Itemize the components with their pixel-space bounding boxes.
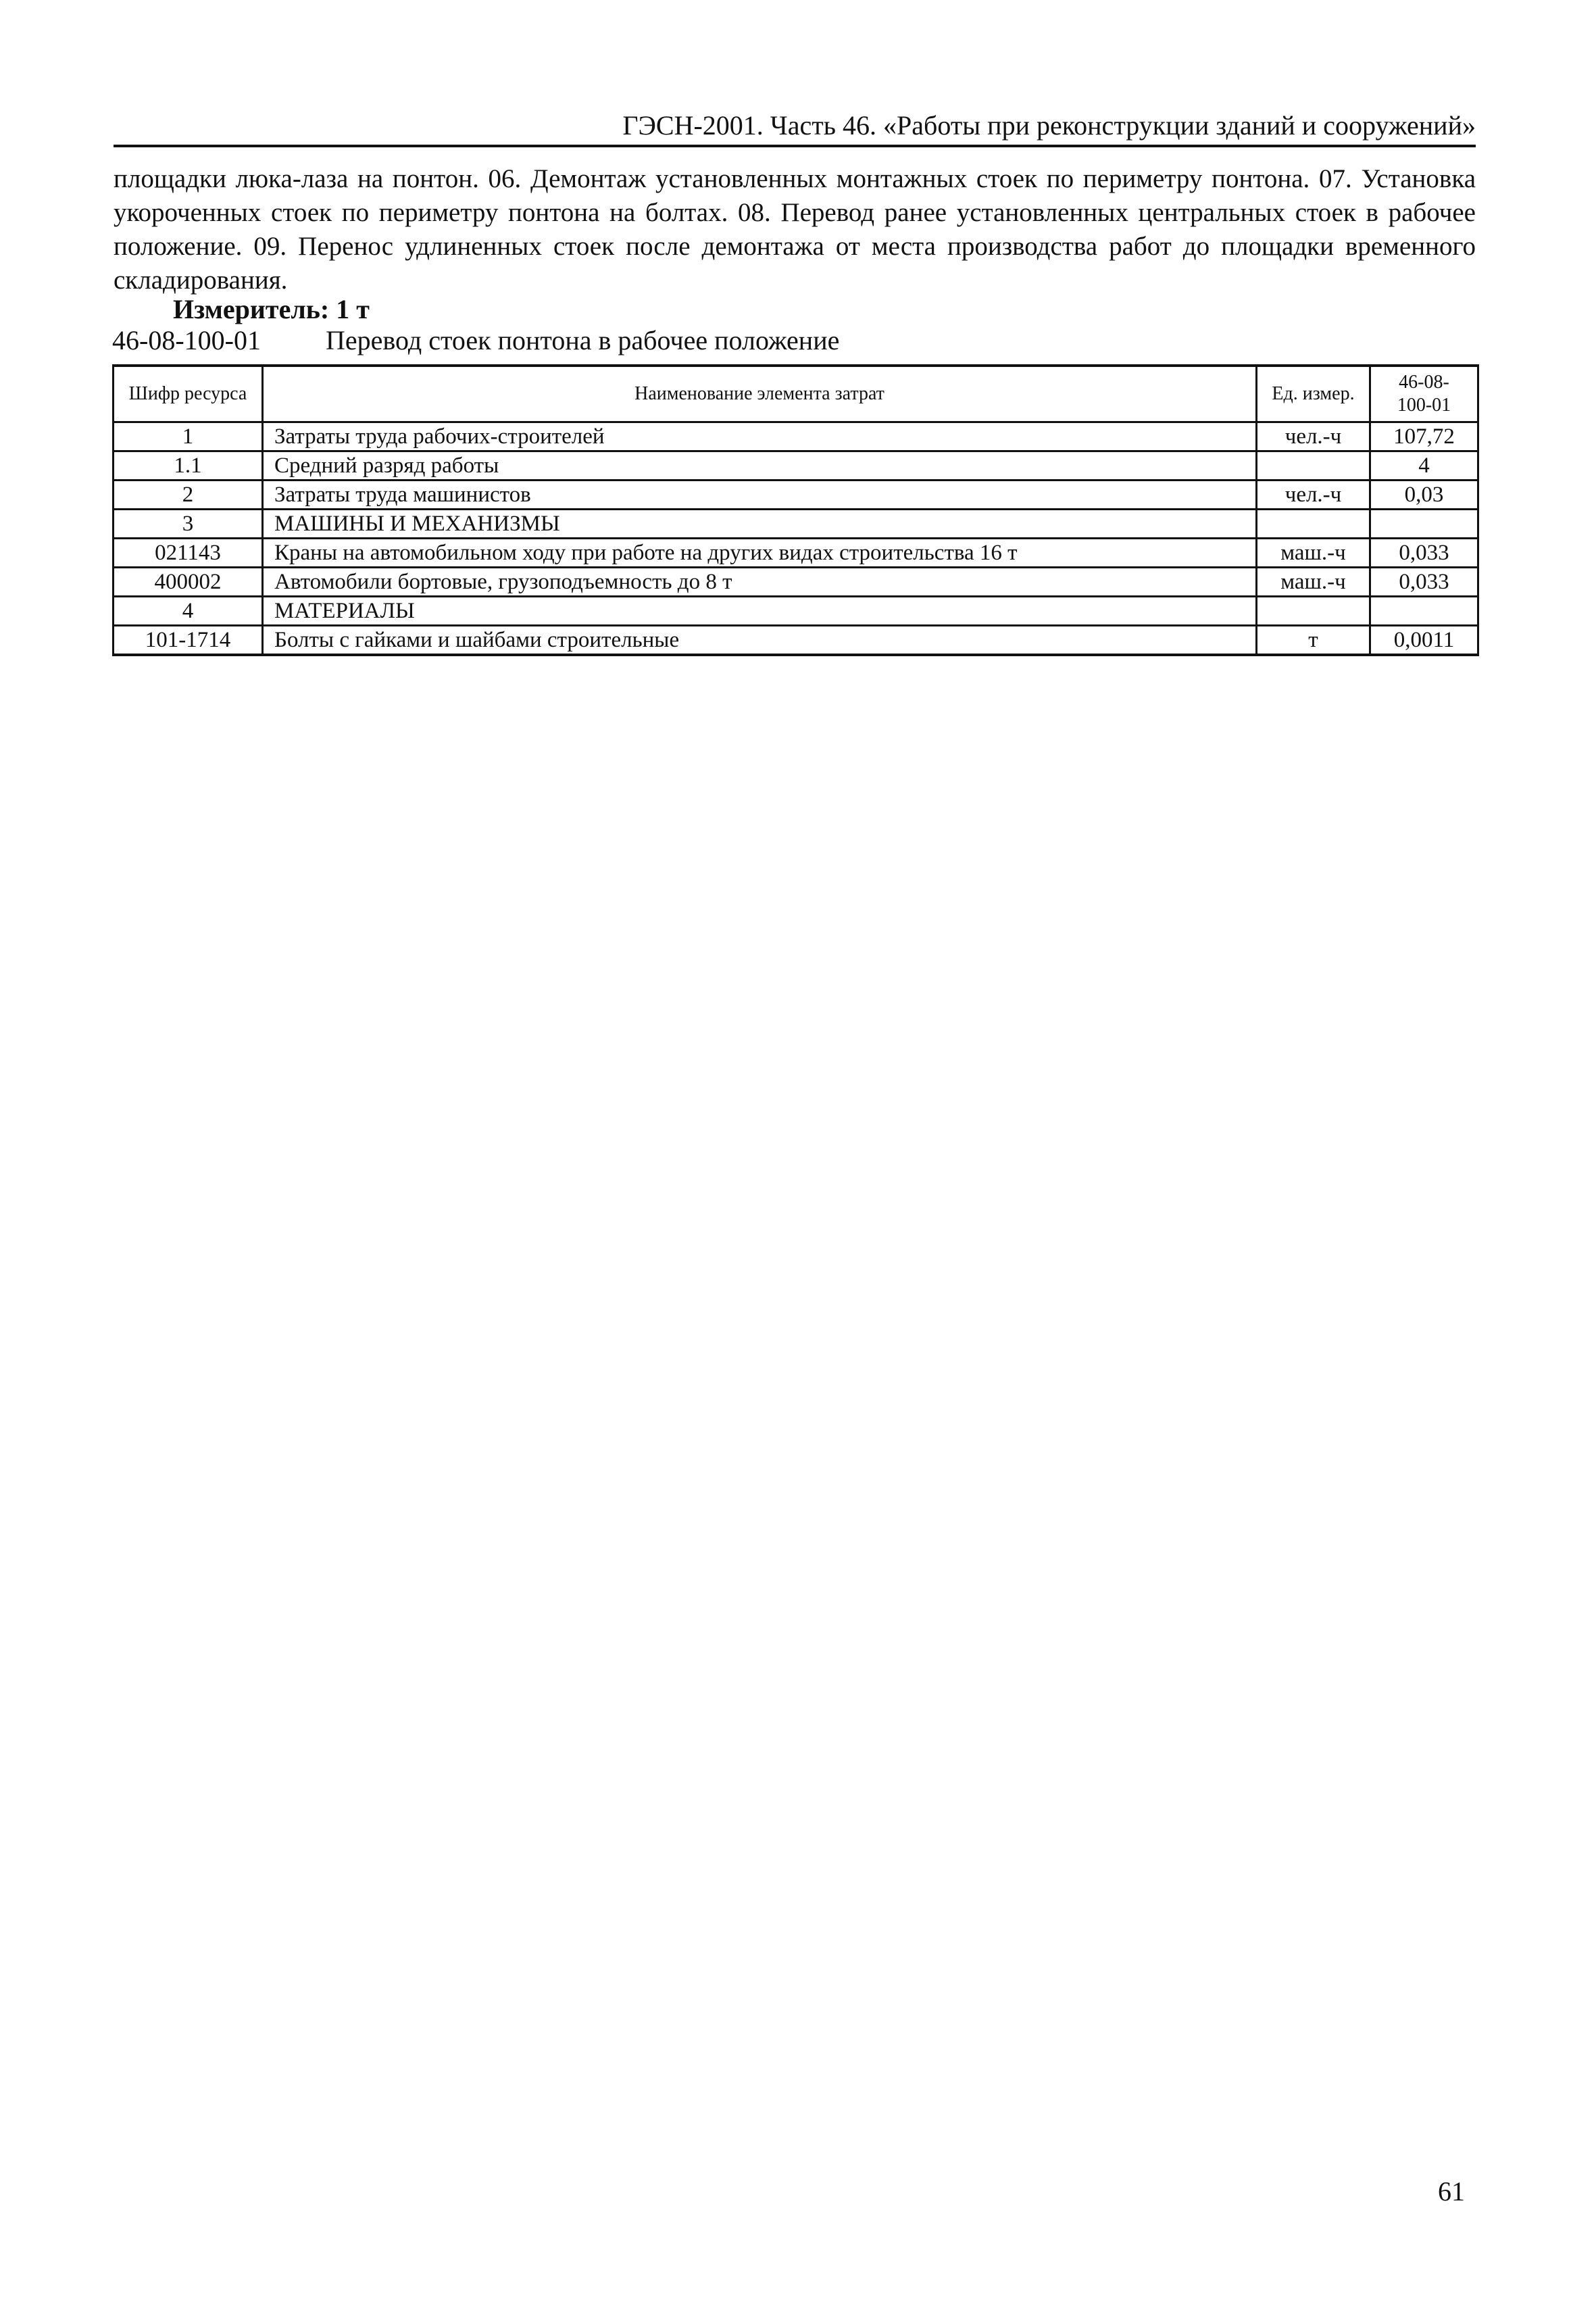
cell-unit bbox=[1257, 451, 1370, 481]
cell-name: Болты с гайками и шайбами строительные bbox=[263, 626, 1257, 656]
page-number: 61 bbox=[1438, 2176, 1465, 2207]
cell-name: Средний разряд работы bbox=[263, 451, 1257, 481]
cell-value: 0,0011 bbox=[1370, 626, 1478, 656]
table-row bbox=[114, 626, 1478, 656]
header-value: 46-08-100-01 bbox=[1370, 366, 1478, 422]
cell-unit: чел.-ч bbox=[1257, 481, 1370, 510]
table-row bbox=[114, 568, 1478, 597]
cell-code: 2 bbox=[114, 481, 263, 510]
resource-table bbox=[112, 364, 1479, 656]
table-group bbox=[114, 597, 1478, 656]
header-name: Наименование элемента затрат bbox=[263, 366, 1257, 422]
table-row bbox=[114, 451, 1478, 481]
table-header-row bbox=[114, 366, 1478, 422]
cell-code: 3 bbox=[114, 510, 263, 539]
table-row bbox=[114, 481, 1478, 510]
cell-unit: т bbox=[1257, 626, 1370, 656]
running-header: ГЭСН-2001. Часть 46. «Работы при реконструкции зданий и сооружений» bbox=[114, 107, 1476, 147]
cell-unit: маш.-ч bbox=[1257, 568, 1370, 597]
cell-unit bbox=[1257, 597, 1370, 626]
header-code: Шифр ресурса bbox=[114, 366, 263, 422]
cell-name: Автомобили бортовые, грузоподъемность до 8 т bbox=[263, 568, 1257, 597]
cell-value bbox=[1370, 597, 1478, 626]
cell-unit bbox=[1257, 510, 1370, 539]
cell-code: 101-1714 bbox=[114, 626, 263, 656]
cell-unit: маш.-ч bbox=[1257, 539, 1370, 568]
table-row bbox=[114, 510, 1478, 539]
cell-unit: чел.-ч bbox=[1257, 422, 1370, 451]
cell-name: Затраты труда рабочих-строителей bbox=[263, 422, 1257, 451]
measure-unit: Измеритель: 1 т bbox=[173, 294, 370, 324]
table-row bbox=[114, 597, 1478, 626]
cell-name: Затраты труда машинистов bbox=[263, 481, 1257, 510]
cell-code: 1.1 bbox=[114, 451, 263, 481]
table-row bbox=[114, 539, 1478, 568]
cell-value: 0,033 bbox=[1370, 539, 1478, 568]
cell-name: МАТЕРИАЛЫ bbox=[263, 597, 1257, 626]
header-unit: Ед. измер. bbox=[1257, 366, 1370, 422]
cell-name: МАШИНЫ И МЕХАНИЗМЫ bbox=[263, 510, 1257, 539]
cell-code: 400002 bbox=[114, 568, 263, 597]
cell-code: 1 bbox=[114, 422, 263, 451]
norm-title: Перевод стоек понтона в рабочее положение bbox=[326, 325, 840, 355]
cell-value: 0,03 bbox=[1370, 481, 1478, 510]
cell-value: 0,033 bbox=[1370, 568, 1478, 597]
table-row bbox=[114, 422, 1478, 451]
norm-code: 46-08-100-01 bbox=[112, 325, 261, 355]
cell-name: Краны на автомобильном ходу при работе на других видах строительства 16 т bbox=[263, 539, 1257, 568]
cell-code: 021143 bbox=[114, 539, 263, 568]
table-group bbox=[114, 481, 1478, 510]
cell-value bbox=[1370, 510, 1478, 539]
cell-value: 4 bbox=[1370, 451, 1478, 481]
intro-paragraph: площадки люка-лаза на понтон. 06. Демонтаж установленных монтажных стоек по периметру понтона. 07. Установка укороченных стоек по периметру понтона на болтах. 08. Перевод ранее установленных центральных стоек в рабочее положение. 09. Перенос удлиненных стоек после демонтажа от места производства работ до площадки временного складирования. bbox=[114, 164, 1476, 295]
table-group bbox=[114, 422, 1478, 481]
norm-heading bbox=[112, 322, 839, 360]
table-group bbox=[114, 510, 1478, 597]
cell-code: 4 bbox=[114, 597, 263, 626]
cell-value: 107,72 bbox=[1370, 422, 1478, 451]
